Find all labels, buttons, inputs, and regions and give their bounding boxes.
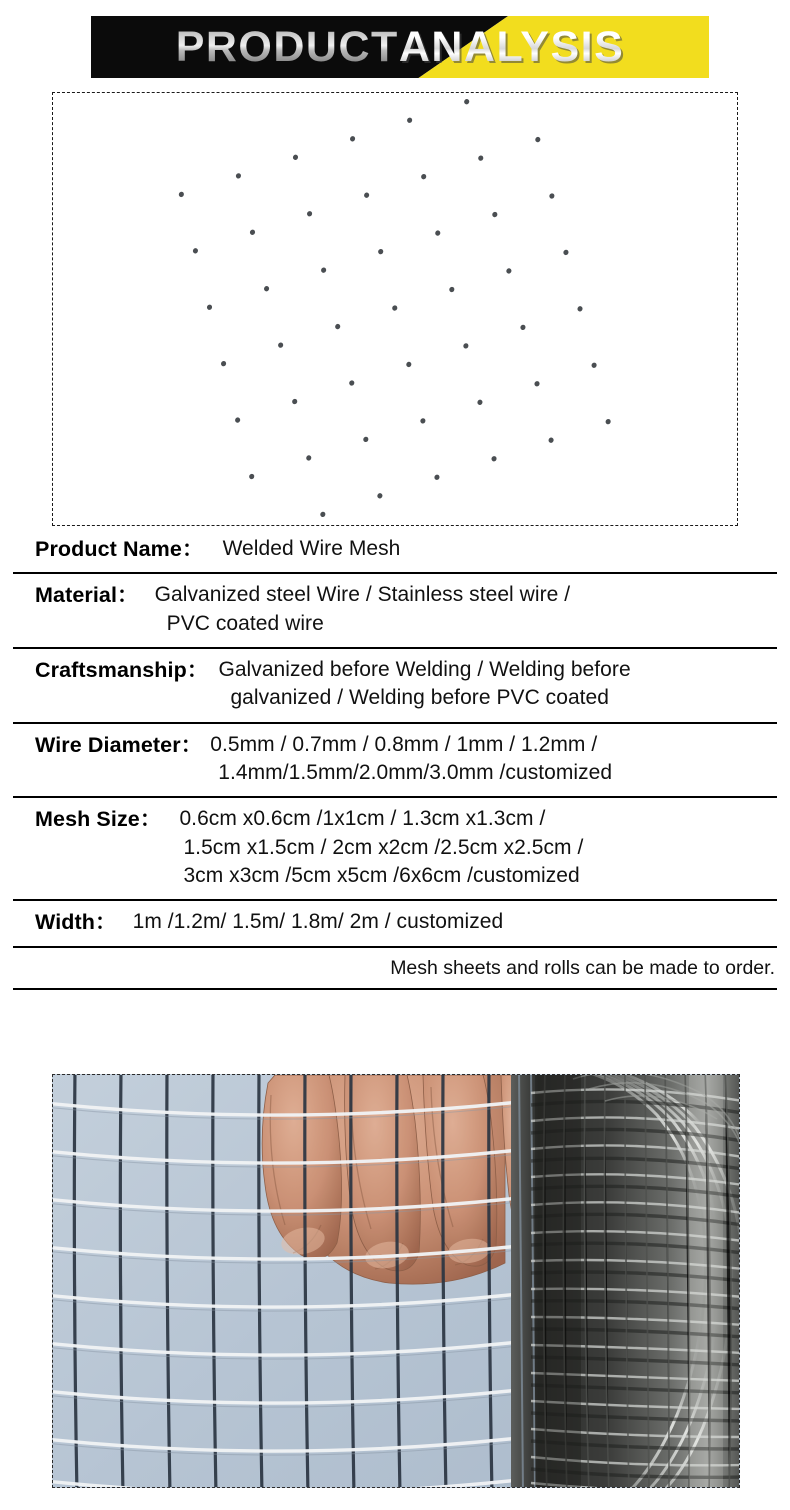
banner-title-word-analysis: ANALYSIS	[398, 22, 625, 71]
product-photo-roll-and-sheet	[52, 1074, 740, 1488]
product-photo-panel	[52, 92, 738, 526]
mesh-panel-illustration	[53, 93, 737, 525]
spec-value-product-name	[204, 535, 777, 563]
spec-label-width: Width：	[35, 910, 117, 935]
table-row	[13, 530, 777, 574]
spec-label-craftsmanship: Craftsmanship：	[35, 658, 209, 683]
spec-value-line: 3cm x3cm /5cm x5cm /6x6cm /customized	[183, 864, 580, 888]
table-row	[13, 798, 777, 901]
banner-title	[91, 16, 709, 78]
spec-value-craftsmanship	[208, 656, 777, 713]
spec-value-line: 0.6cm x0.6cm /1x1cm / 1.3cm x1.3cm /	[179, 807, 546, 831]
spec-label-wire-diameter: Wire Diameter：	[35, 732, 203, 757]
mesh-roll-photo-svg	[53, 1075, 739, 1487]
spec-value-mesh-size	[161, 805, 777, 890]
table-row	[13, 901, 777, 947]
spec-value-line: 1.5cm x1.5cm / 2cm x2cm /2.5cm x2.5cm /	[183, 835, 584, 859]
table-row	[13, 724, 777, 799]
order-note: Mesh sheets and rolls can be made to order.	[13, 948, 777, 990]
spec-value-line: Galvanized steel Wire / Stainless steel wire /	[154, 583, 571, 607]
banner-title-word-product: PRODUCT	[175, 22, 399, 71]
spec-label-mesh-size: Mesh Size：	[35, 807, 162, 832]
table-row	[13, 574, 777, 649]
spec-value-line: Galvanized before Welding / Welding before	[218, 658, 631, 682]
spec-value-wire-diameter	[202, 731, 777, 788]
spec-value-line: 1m /1.2m/ 1.5m/ 1.8m/ 2m / customized	[132, 910, 504, 934]
spec-value-width	[117, 908, 777, 936]
table-row	[13, 649, 777, 724]
spec-value-line: PVC coated wire	[166, 611, 324, 635]
spec-value-material	[139, 581, 777, 638]
spec-label-product-name: Product Name：	[35, 537, 204, 561]
welded-wire-mesh-panel-svg	[115, 99, 675, 519]
spec-label-material: Material：	[35, 583, 139, 608]
spec-value-line: galvanized / Welding before PVC coated	[230, 686, 610, 710]
specification-table	[13, 530, 777, 990]
spec-value-line: Welded Wire Mesh	[222, 537, 401, 560]
spec-value-line: 0.5mm / 0.7mm / 0.8mm / 1mm / 1.2mm /	[210, 732, 598, 756]
page-header-banner	[91, 16, 709, 78]
spec-value-line: 1.4mm/1.5mm/2.0mm/3.0mm /customized	[218, 761, 613, 785]
